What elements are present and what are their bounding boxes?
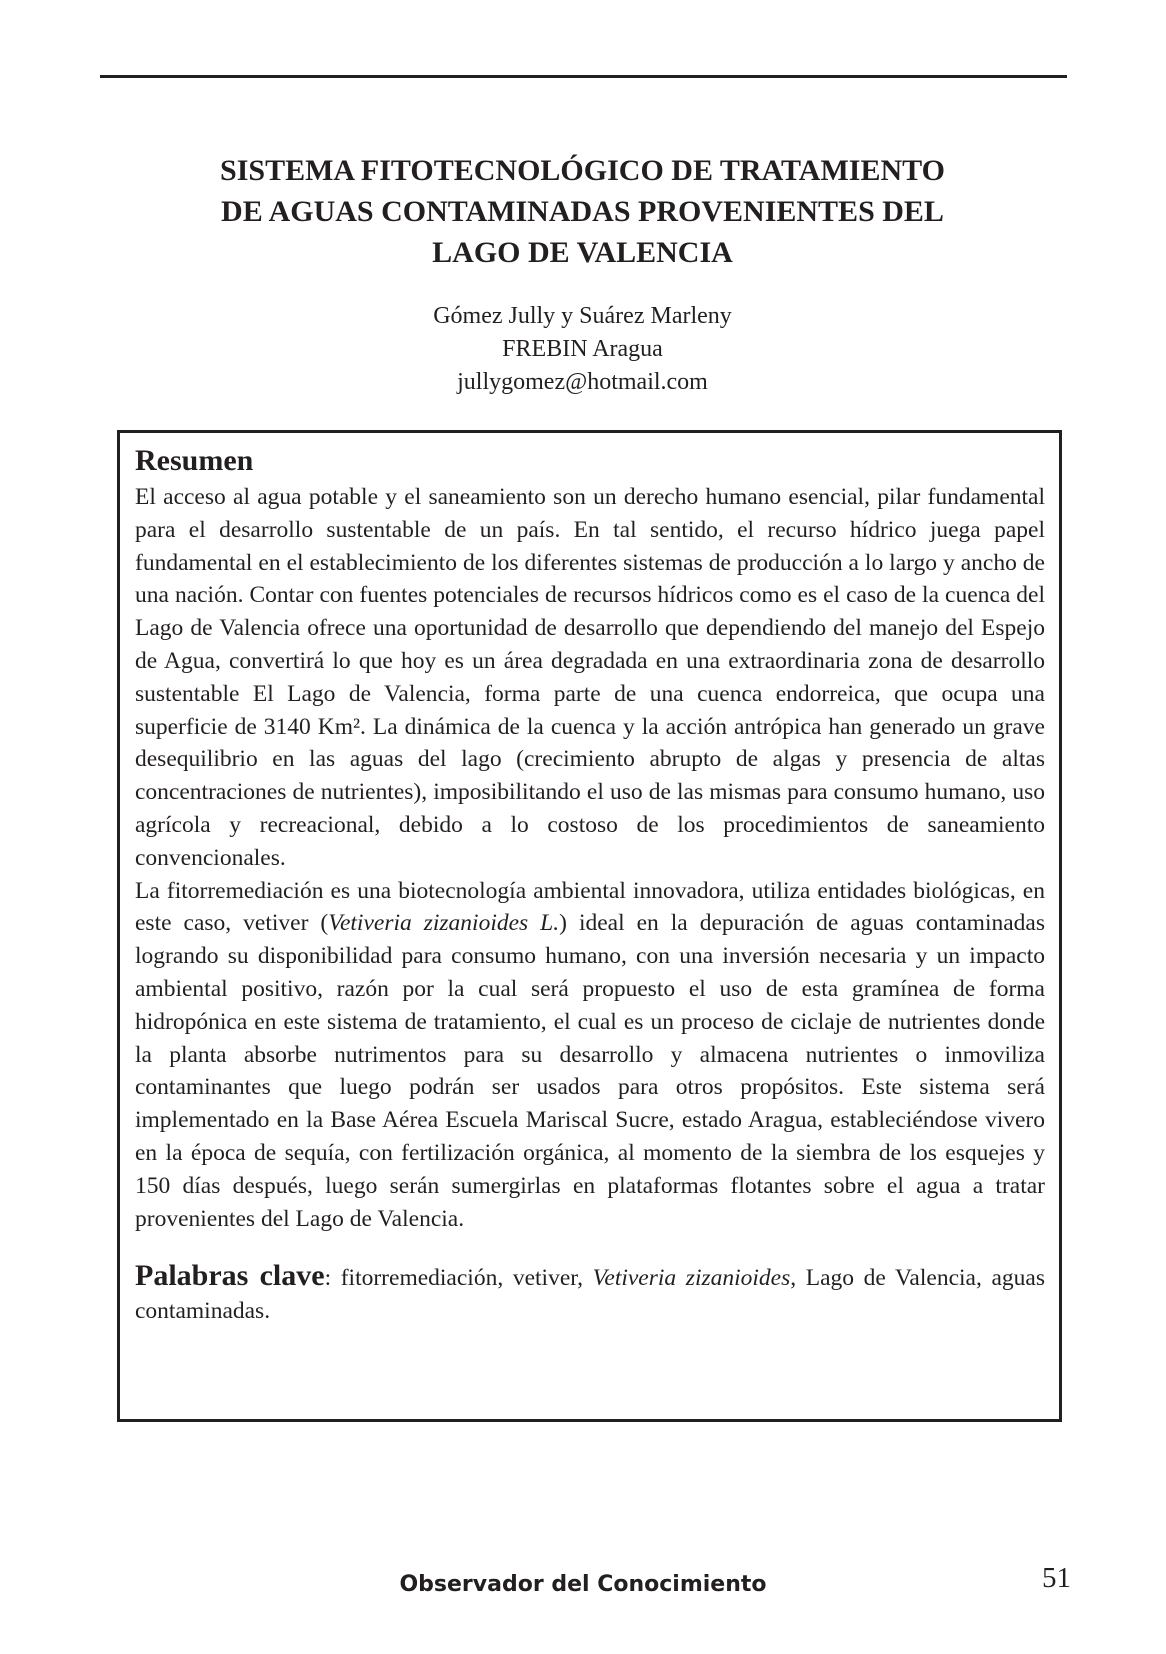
species-name: Vetiveria zizanioides L. xyxy=(328,910,560,937)
abstract-paragraph-2-start: La fitorremediación es una biotecnología ambiental innovadora, utiliza entidades biológicas, en este caso, vetiver ( xyxy=(135,877,1045,937)
keywords-label: Palabras clave xyxy=(135,1259,325,1293)
abstract-heading: Resumen xyxy=(135,444,254,477)
title-line-2: DE AGUAS CONTAMINADAS PROVENIENTES DEL xyxy=(221,195,944,228)
keywords-list-start: fitorremediación, vetiver, xyxy=(331,1265,593,1292)
authors: Gómez Jully y Suárez Marleny xyxy=(433,303,732,329)
author-block xyxy=(120,300,1045,399)
keywords-separator: : xyxy=(324,1265,332,1292)
abstract-paragraph-1: El acceso al agua potable y el saneamiento son un derecho humano esencial, pilar fundamental para el desarrollo sustentable de un país. En tal sentido, el recurso hídrico juega papel fundamental en el establecimiento de los diferentes sistemas de producción a lo largo y ancho de una nación. Contar con fuentes potenciales de recursos hídricos como es el caso de la cuenca del Lago de Valencia ofrece una oportunidad de desarrollo que dependiendo del manejo del Espejo de Agua, convertirá lo que hoy es un área degradada en una extraordinaria zona de desarrollo sustentable El Lago de Valencia, forma parte de una cuenca endorreica, que ocupa una superficie de 3140 Km². La dinámica de la cuenca y la acción antrópica han generado un grave desequilibrio en las aguas del lago (crecimiento abrupto de algas y presencia de altas concentraciones de nutrientes), imposibilitando el uso de las mismas para consumo humano, uso agrícola y recreacional, debido a lo costoso de los procedimientos de saneamiento convencionales. xyxy=(135,484,1045,871)
abstract-paragraph-2-end: ) ideal en la depuración de aguas contaminadas logrando su disponibilidad para consumo humano, con una inversión necesaria y un impacto ambiental positivo, razón por la cual será propuesto el uso de esta gramínea de forma hidropónica en este sistema de tratamiento, el cual es un proceso de ciclaje de nutrientes donde la planta absorbe nutrimentos para su desarrollo y almacena nutrientes o inmoviliza contaminantes que luego podrán ser usados para otros propósitos. Este sistema será implementado en la Base Aérea Escuela Mariscal Sucre, estado Aragua, estableciéndose vivero en la época de sequía, con fertilización orgánica, al momento de la siembra de los esquejes y 150 días después, luego serán sumergirlas en plataformas flotantes sobre el agua a tratar provenientes del Lago de Valencia. xyxy=(135,910,1045,1232)
keywords-species: Vetiveria zizanioides xyxy=(592,1265,791,1292)
author-email: jullygomez@hotmail.com xyxy=(457,369,708,395)
journal-name: Observador del Conocimiento xyxy=(399,1572,767,1597)
title-line-3: LAGO DE VALENCIA xyxy=(432,236,733,269)
keywords-list-end: , Lago de Valencia, aguas contaminadas. xyxy=(135,1265,1045,1325)
keywords xyxy=(135,1259,1045,1328)
top-rule xyxy=(100,75,1067,78)
affiliation: FREBIN Aragua xyxy=(502,336,663,362)
article-title xyxy=(120,150,1045,273)
page-number: 51 xyxy=(1042,1562,1071,1594)
abstract-paragraph-2 xyxy=(135,875,1045,1236)
abstract-box xyxy=(117,430,1062,1422)
title-line-1: SISTEMA FITOTECNOLÓGICO DE TRATAMIENTO xyxy=(220,154,945,187)
